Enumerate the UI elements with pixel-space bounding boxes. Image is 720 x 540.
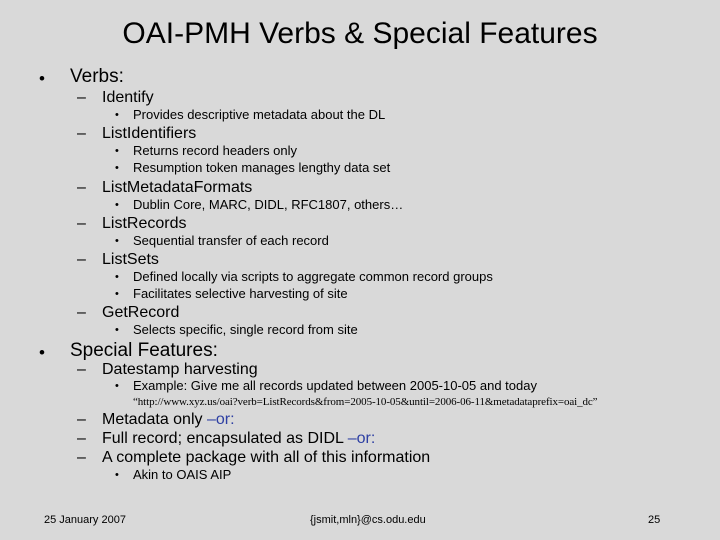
- or-label: –or:: [206, 411, 235, 428]
- footer-email: {jsmit,mln}@cs.odu.edu: [310, 514, 426, 526]
- verb-get-record: GetRecord: [102, 304, 180, 321]
- bullet-icon: •: [115, 235, 119, 247]
- dash-icon: –: [77, 215, 86, 232]
- bullet-icon: •: [39, 343, 45, 362]
- bullet-icon: •: [115, 145, 119, 157]
- bullet-icon: •: [115, 469, 119, 481]
- dash-icon: –: [77, 89, 86, 106]
- dash-icon: –: [77, 430, 86, 447]
- list-identifiers-detail: Resumption token manages lengthy data set: [133, 160, 391, 175]
- bullet-icon: •: [39, 69, 45, 88]
- list-sets-detail: Defined locally via scripts to aggregate common record groups: [133, 269, 493, 284]
- bullet-icon: •: [115, 380, 119, 392]
- verb-list-identifiers: ListIdentifiers: [102, 125, 197, 142]
- special-features-heading: Special Features:: [70, 340, 218, 361]
- list-identifiers-detail: Returns record headers only: [133, 143, 298, 158]
- full-record: Full record; encapsulated as DIDL –or:: [102, 430, 376, 447]
- slide-title: OAI-PMH Verbs & Special Features: [122, 17, 598, 50]
- verb-identify: Identify: [102, 89, 154, 106]
- verb-list-metadata-formats: ListMetadataFormats: [102, 179, 253, 196]
- dash-icon: –: [77, 411, 86, 428]
- akin-detail: Akin to OAIS AIP: [133, 467, 232, 482]
- page-number: 25: [648, 514, 661, 526]
- datestamp-harvesting: Datestamp harvesting: [102, 361, 258, 378]
- verb-list-sets: ListSets: [102, 251, 159, 268]
- verbs-heading: Verbs:: [70, 66, 124, 87]
- dash-icon: –: [77, 125, 86, 142]
- bullet-icon: •: [115, 271, 119, 283]
- list-metadata-formats-detail: Dublin Core, MARC, DIDL, RFC1807, others…: [133, 197, 404, 212]
- datestamp-example: Example: Give me all records updated between 2005-10-05 and today: [133, 378, 537, 393]
- dash-icon: –: [77, 361, 86, 378]
- dash-icon: –: [77, 179, 86, 196]
- bullet-icon: •: [115, 288, 119, 300]
- list-sets-detail: Facilitates selective harvesting of site: [133, 286, 348, 301]
- dash-icon: –: [77, 449, 86, 466]
- bullet-icon: •: [115, 324, 119, 336]
- complete-package: A complete package with all of this information: [102, 449, 431, 466]
- metadata-only: Metadata only –or:: [102, 411, 235, 428]
- datestamp-url: “http://www.xyz.us/oai?verb=ListRecords&from=2005-10-05&until=2006-06-11&metadataprefix=oai_dc”: [133, 396, 598, 408]
- verb-list-records: ListRecords: [102, 215, 187, 232]
- list-records-detail: Sequential transfer of each record: [133, 233, 329, 248]
- dash-icon: –: [77, 304, 86, 321]
- bullet-icon: •: [115, 199, 119, 211]
- get-record-detail: Selects specific, single record from site: [133, 322, 358, 337]
- bullet-icon: •: [115, 162, 119, 174]
- bullet-icon: •: [115, 109, 119, 121]
- or-label: –or:: [347, 430, 376, 447]
- dash-icon: –: [77, 251, 86, 268]
- identify-detail: Provides descriptive metadata about the DL: [133, 107, 386, 122]
- footer-date: 25 January 2007: [44, 514, 126, 526]
